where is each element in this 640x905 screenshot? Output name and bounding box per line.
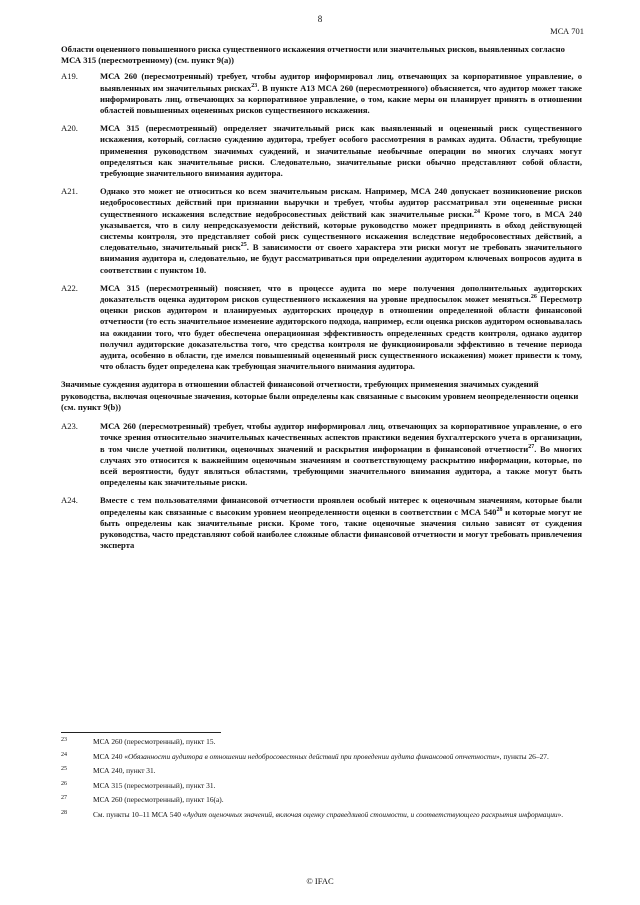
footnote-divider [61, 732, 221, 733]
section-heading-significant-judgments: Значимые суждения аудитора в отношении областей финансовой отчетности, требующих применения значимых суждений руководства, включая оценочные значения, которые были определены как связанные с высоким уровнем неопределенности оценки (см. пункт 9(b)) [61, 379, 579, 412]
paragraph-a24 [61, 495, 582, 551]
footnote-item: 26 МСА 315 (пересмотренный), пункт 31. [61, 780, 216, 790]
paragraph-number: A20. [61, 123, 78, 134]
paragraph-text: МСА 260 (пересмотренный) требует, чтобы аудитор информировал лиц, отвечающих за корпоративное управление, о выявленных им значительных рисках$^{23}$. В пункте A13 МСА 260 (пересмотренного) объясняется, что аудитор может также информировать лиц, отвечающих за корпоративное управление, о том, какие меры он планирует принять в отношении областей повышенных оцененных рисков существенного искажения. [100, 71, 582, 116]
footnote-ref: 23 [251, 82, 258, 89]
paragraph-a22 [61, 283, 582, 373]
paragraph-number: A24. [61, 495, 78, 506]
paragraph-text: Вместе с тем пользователями финансовой отчетности проявлен особый интерес к оценочным значениям, которые были определены как связанные с высоким уровнем неопределенности оценки в соответствии с МСА $540^{28}$ и которые могут не быть определены как значительные риски. Кроме того, такие оценочные значения сильно зависят от суждения руководства, часто представляют собой наиболее сложные области финансовой отчетности и могут требовать привлечения эксперта [100, 495, 582, 551]
paragraph-number: A22. [61, 282, 78, 293]
paragraph-text: МСА 260 (пересмотренный) требует, чтобы аудитор информировал лиц, отвечающих за корпоративное управление, о его точке зрения относительно значительных качественных аспектов практики ведения бухгалтерского учета в организации, в том числе учетной политики, оценочных значений и раскрытия информации в финансовой отчетности$^{27}$. Во многих случаях это относится к важнейшим оценочным значениям и соответствующему раскрытию информации, которые, по всей вероятности, будут являться областями, требующими значительного внимания аудитора, а также могут быть определены как значительные риски. [100, 421, 582, 488]
footnote-item: 24 МСА 240 «Обязанности аудитора в отношении недобросовестных действий при проведении аудита финансовой отчетности», пункты 26–27. [61, 751, 549, 761]
paragraph-text: МСА 315 (пересмотренный) определяет значительный риск как выявленный и оцененный риск существенного искажения, который, согласно суждению аудитора, требует особого рассмотрения в рамках аудита. Области, требующие применения руководством значимых суждений, и значительные необычные операции во многих случаях могут определяться как значительные риски. Следовательно, значительные риски обычно представляют собой области, требующие значительного внимания аудитора. [100, 123, 582, 179]
footnote-ref: 28 [496, 506, 503, 513]
footnote-ref: 26 [530, 294, 537, 301]
footnotes [61, 737, 582, 825]
footnote-item: 23 МСА 260 (пересмотренный), пункт 15. [61, 737, 216, 746]
paragraph-number: A21. [61, 186, 78, 197]
page-footer: © IFAC [306, 876, 334, 886]
footnote-ref: 25 [240, 242, 247, 249]
footnote-ref: 27 [528, 443, 535, 450]
page-number: 8 [317, 14, 323, 24]
footnote-item: 25 МСА 240, пункт 31. [61, 766, 156, 776]
paragraph-text: Однако это может не относиться ко всем значительным рискам. Например, МСА 240 допускает возникновение рисков недобросовестных действий при признании выручки и требует, чтобы аудитор рассматривал эти оцененные риски существенного искажения вследствие недобросовестных действий как значительные риски.$^{24}$ Кроме того, в МСА 240 указывается, что в силу непредсказуемости действий, которые руководство может предпринять в обход действующей системы контроля, это представляет собой риск существенного искажения вследствие недобросовестных действий, а следовательно, значительный риск$^{25}$. В зависимости от своего характера эти риски могут не требовать значительного внимания аудитора и, следовательно, не будут рассматриваться при определении аудитором ключевых вопросов аудита в соответствии с пунктом 10. [100, 186, 582, 275]
paragraph-number: A19. [61, 71, 78, 82]
paragraph-a19 [61, 71, 582, 116]
footnote-ref: 24 [474, 208, 481, 215]
paragraph-a20 [61, 123, 582, 179]
paragraph-number: A23. [61, 421, 78, 432]
main-content [61, 44, 582, 558]
paragraph-a23 [61, 421, 582, 488]
footnote-item: 28 См. пункты 10–11 МСА 540 «Аудит оценочных значений, включая оценку справедливой стоимости, и соответствующего раскрытия информации». [61, 809, 564, 819]
section-heading-significant-risks: Области оцененного повышенного риска существенного искажения отчетности или значительных рисков, выявленных согласно МСА 315 (пересмотренному) (см. пункт 9(a)) [61, 44, 565, 66]
footnote-item: 27 МСА 260 (пересмотренный), пункт 16(a). [61, 795, 224, 805]
paragraph-a21 [61, 186, 582, 276]
standard-code: МСА 701 [550, 26, 584, 36]
paragraph-text: МСА 315 (пересмотренный) поясняет, что в процессе аудита по мере получения дополнительных аудиторских доказательств оценка аудитором рисков существенного искажения на уровне предпосылок может меняться.$^{26}$ Пересмотр оценки рисков аудитором и планируемых аудиторских процедур в отношении определенной области финансовой отчетности (то есть значительное изменение аудиторского подхода, например, если оценка рисков аудитором основывалась на ожидании того, что будет обеспечена операционная эффективность определенных средств контроля, однако аудитор получил аудиторские доказательства того, что средства контроля не функционировали эффективно в течение периода аудита, особенно в области, где имелся повышенный оцененный риск существенного искажения) может привести к тому, что область будет определена как требующая значительного внимания аудитора. [100, 282, 582, 372]
